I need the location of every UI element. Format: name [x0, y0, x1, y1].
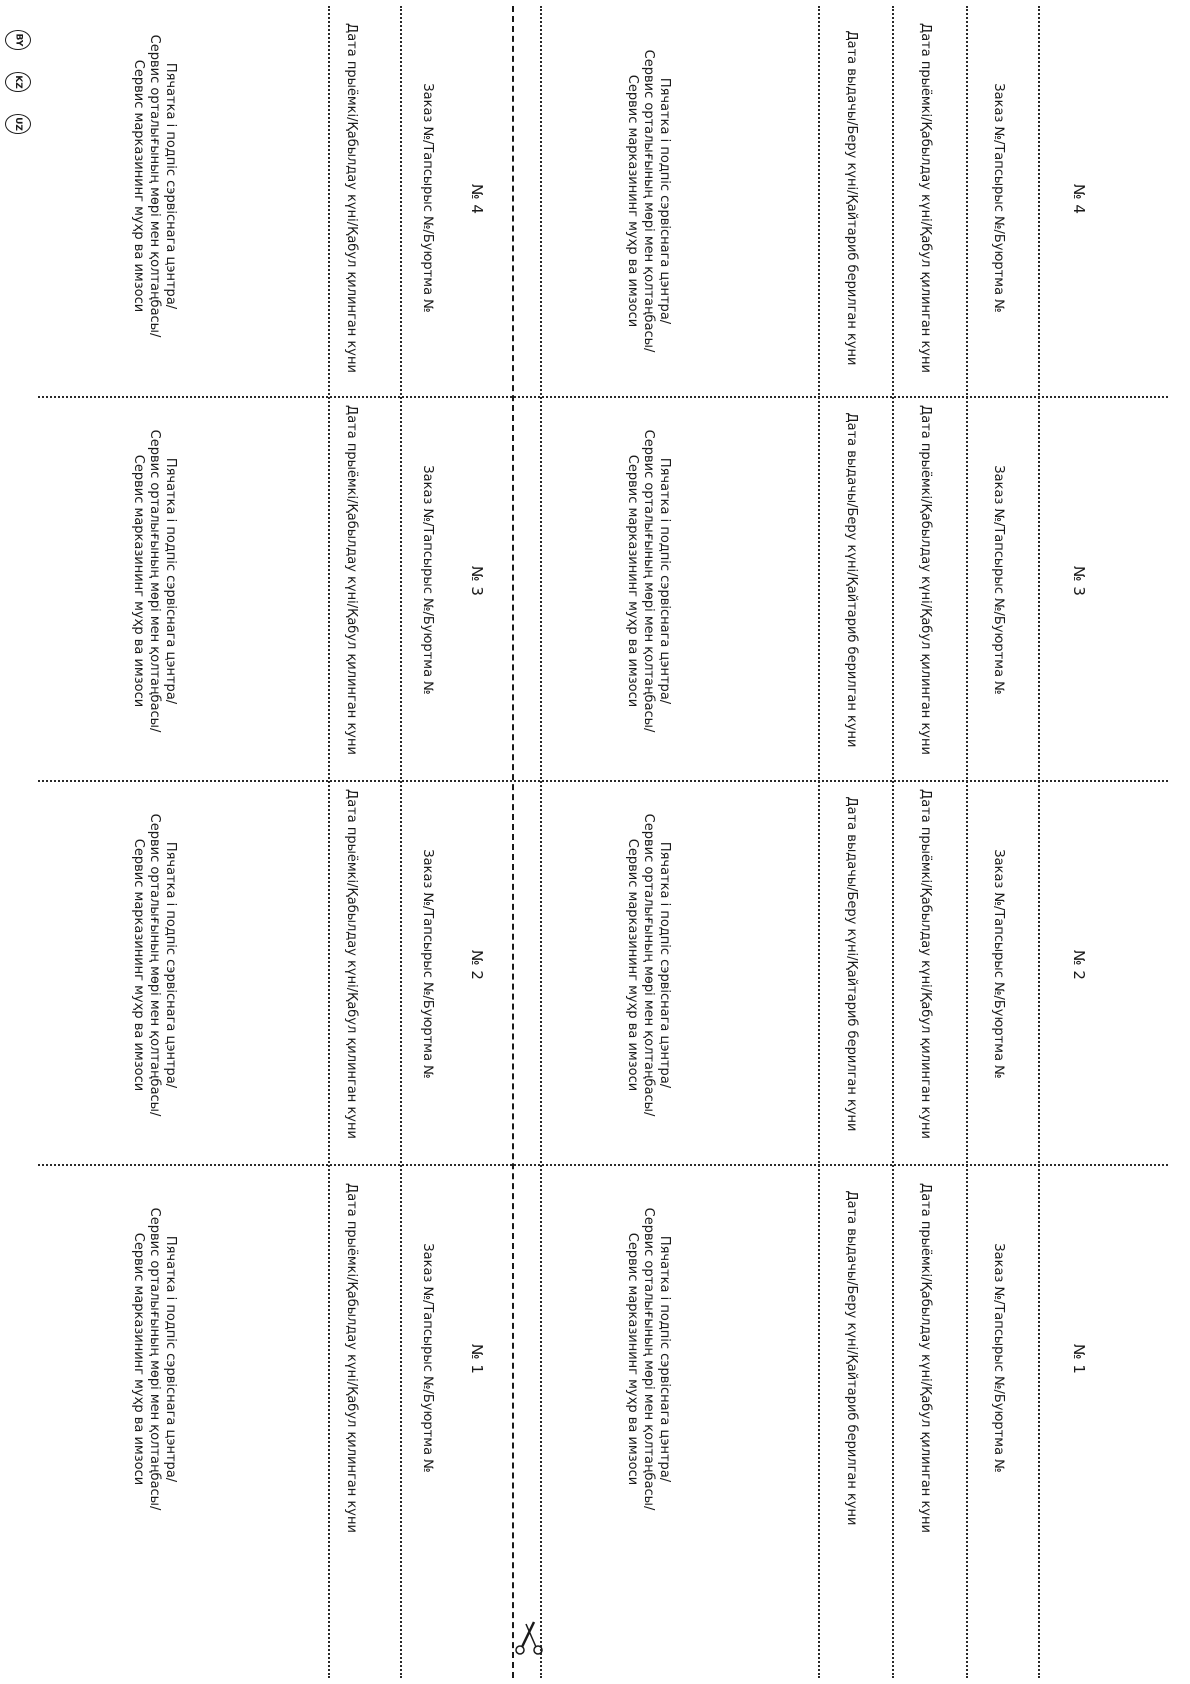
coupon-number: № 2 — [1070, 950, 1088, 980]
scissors-icon — [512, 1618, 546, 1658]
stamp-signature-label: Пячатка і подпіс сэрвіснага цэнтра/ Сервис орталығының мөрі мен қолтаңбасы/ Сервис марказининг муҳр ва имзоси — [625, 813, 672, 1117]
stamp-signature-label: Пячатка і подпіс сэрвіснага цэнтра/ Сервис орталығының мөрі мен қолтаңбасы/ Сервис марказининг муҳр ва имзоси — [131, 813, 178, 1117]
receive-date-label: Дата прыёмкі/Қабылдау күні/Қабул қилинган куни — [918, 23, 933, 373]
issue-date-label: Дата выдачы/Беру күні/Қайтариб берилган куни — [844, 30, 859, 366]
issue-date-label: Дата выдачы/Беру күні/Қайтариб берилган куни — [844, 796, 859, 1132]
coupon-3 — [38, 396, 1168, 780]
receive-date-label: Дата прыёмкі/Қабылдау күні/Қабул қилинган куни — [344, 789, 359, 1139]
coupon-number: № 1 — [468, 1344, 486, 1374]
order-number-label: Заказ №/Тапсырыс №/Буюртма № — [991, 1243, 1006, 1473]
stamp-signature-label: Пячатка і подпіс сэрвіснага цэнтра/ Сервис орталығының мөрі мен қолтаңбасы/ Сервис марказининг муҳр ва имзоси — [625, 1207, 672, 1511]
receive-date-label: Дата прыёмкі/Қабылдау күні/Қабул қилинган куни — [918, 405, 933, 755]
order-number-label: Заказ №/Тапсырыс №/Буюртма № — [420, 83, 435, 313]
coupon-number: № 3 — [1070, 566, 1088, 596]
order-number-label: Заказ №/Тапсырыс №/Буюртма № — [420, 465, 435, 695]
coupon-4 — [38, 6, 1168, 396]
stamp-signature-label: Пячатка і подпіс сэрвіснага цэнтра/ Сервис орталығының мөрі мен қолтаңбасы/ Сервис марказининг муҳр ва имзоси — [131, 34, 178, 338]
language-badge-uz: UZ — [5, 114, 31, 134]
stamp-signature-label: Пячатка і подпіс сэрвіснага цэнтра/ Сервис орталығының мөрі мен қолтаңбасы/ Сервис марказининг муҳр ва имзоси — [625, 49, 672, 353]
coupon-1 — [38, 1164, 1168, 1678]
order-number-label: Заказ №/Тапсырыс №/Буюртма № — [991, 465, 1006, 695]
order-number-label: Заказ №/Тапсырыс №/Буюртма № — [420, 849, 435, 1079]
stamp-signature-label: Пячатка і подпіс сэрвіснага цэнтра/ Сервис орталығының мөрі мен қолтаңбасы/ Сервис марказининг муҳр ва имзоси — [131, 429, 178, 733]
coupon-number: № 1 — [1070, 1344, 1088, 1374]
coupon-number: № 4 — [468, 184, 486, 214]
stamp-signature-label: Пячатка і подпіс сэрвіснага цэнтра/ Сервис орталығының мөрі мен қолтаңбасы/ Сервис марказининг муҳр ва имзоси — [131, 1207, 178, 1511]
receive-date-label: Дата прыёмкі/Қабылдау күні/Қабул қилинган куни — [918, 1183, 933, 1533]
coupon-number: № 3 — [468, 566, 486, 596]
receive-date-label: Дата прыёмкі/Қабылдау күні/Қабул қилинган куни — [918, 789, 933, 1139]
receive-date-label: Дата прыёмкі/Қабылдау күні/Қабул қилинган куни — [344, 23, 359, 373]
language-badge-by: BY — [5, 30, 31, 50]
issue-date-label: Дата выдачы/Беру күні/Қайтариб берилган куни — [844, 1190, 859, 1526]
issue-date-label: Дата выдачы/Беру күні/Қайтариб берилган куни — [844, 412, 859, 748]
warranty-coupons-sheet — [38, 6, 1168, 1678]
order-number-label: Заказ №/Тапсырыс №/Буюртма № — [420, 1243, 435, 1473]
receive-date-label: Дата прыёмкі/Қабылдау күні/Қабул қилинган куни — [344, 405, 359, 755]
coupon-number: № 4 — [1070, 184, 1088, 214]
order-number-label: Заказ №/Тапсырыс №/Буюртма № — [991, 849, 1006, 1079]
coupon-2 — [38, 780, 1168, 1164]
language-badge-kz: KZ — [5, 72, 31, 92]
receive-date-label: Дата прыёмкі/Қабылдау күні/Қабул қилинган куни — [344, 1183, 359, 1533]
stamp-signature-label: Пячатка і подпіс сэрвіснага цэнтра/ Сервис орталығының мөрі мен қолтаңбасы/ Сервис марказининг муҳр ва имзоси — [625, 429, 672, 733]
order-number-label: Заказ №/Тапсырыс №/Буюртма № — [991, 83, 1006, 313]
coupon-number: № 2 — [468, 950, 486, 980]
